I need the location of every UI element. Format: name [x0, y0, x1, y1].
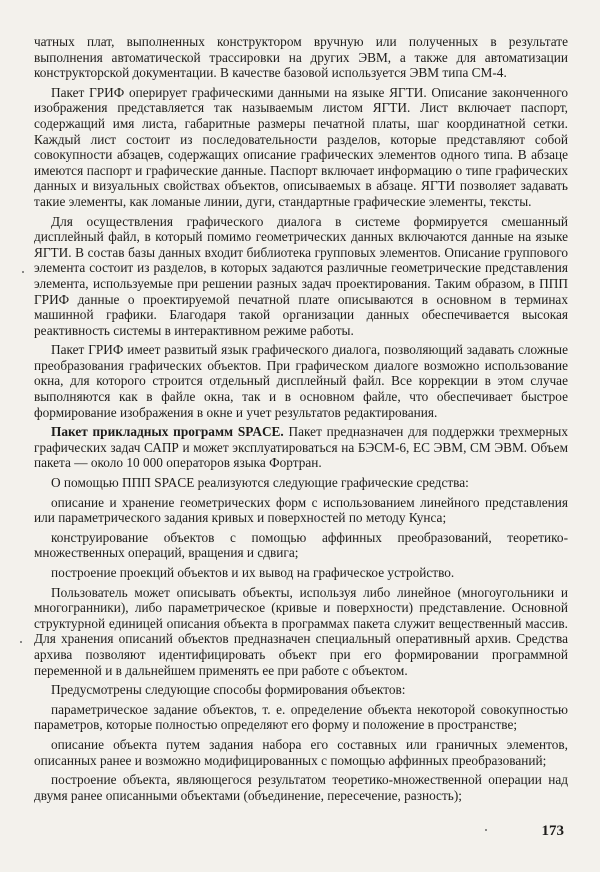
- list-item-5: описание объекта путем задания набора его составных или граничных элементов, описанных ранее и возможно модифицированных с помощью аффинных преобразований;: [34, 736, 568, 768]
- paragraph-2: Пакет ГРИФ оперирует графическими данными на языке ЯГТИ. Описание законченного изображения представляется так называемым листом ЯГТИ. Лист включает паспорт, содержащий имя листа, габаритные размеры печатной платы, шаг координатной сетки. Каждый лист состоит из последовательности разделов, которые представляют собой совокупности абзацев, содержащих описание графических элементов одного типа. В абзаце имеются паспорт и графические данные. Паспорт включает информацию о типе графических данных и визуальных свойствах объектов, описываемых в абзаце. ЯГТИ позволяет задавать такие элементы, как ломаные линии, дуги, стандартные графические элементы, тексты.: [34, 84, 568, 209]
- body-text: [34, 34, 568, 803]
- list-item-4: параметрическое задание объектов, т. е. определение объекта некоторой совокупностью параметров, которые полностью определяют его форму и положение в пространстве;: [34, 701, 568, 733]
- scan-speck: [22, 271, 24, 273]
- paragraph-8: Предусмотрены следующие способы формирования объектов:: [51, 682, 406, 698]
- list-item-2: конструирование объектов с помощью аффинных преобразований, теоретико-множественных операций, вращения и сдвига;: [34, 529, 568, 561]
- paragraph-3: Для осуществления графического диалога в системе формируется смешанный дисплейный файл, в который помимо геометрических данных включаются данные на языке ЯГТИ. В состав базы данных входит библиотека групповых элементов. Описание группового элемента состоит из разделов, в которых задаются различные геометрические представления элемента, используемые при решении разных задач проектирования. Таким образом, в ППП ГРИФ данные о проектируемой печатной плате описываются в основном в терминах машинной графики. Благодаря такой организации данных обеспечивается высокая реактивность системы в интерактивном режиме работы.: [34, 213, 568, 338]
- scan-speck: [485, 829, 487, 831]
- paragraph-5-body: Пакет предназначен для поддержки трехмерных графических задач САПР и может эксплуатироваться на БЭСМ-6, ЕС ЭВМ, СМ ЭВМ. Объем пакета — около 10 000 операторов языка Фортран.: [34, 424, 569, 471]
- paragraph-1: чатных плат, выполненных конструктором вручную или полученных в результате выполнения автоматической трассировки на других ЭВМ, а также для автоматизации конструкторской документации. В качестве базовой используется ЭВМ типа СМ-4.: [34, 34, 568, 81]
- paragraph-7: Пользователь может описывать объекты, используя либо линейное (многоугольники и многогранники), либо параметрическое (кривые и поверхности) представление. Основной структурной единицей описания объекта в программах пакета служит вещественный массив. Для хранения описаний объектов предназначен специальный оперативный архив. Средства архива позволяют идентифицировать объект при его формировании программной переменной и в дальнейшем применять ее при работе с объектом.: [34, 584, 568, 678]
- section-heading-space: Пакет прикладных программ SPACE.: [51, 424, 284, 440]
- list-item-3: построение проекций объектов и их вывод на графическое устройство.: [51, 565, 455, 580]
- scan-speck: [20, 641, 22, 643]
- list-item-6: построение объекта, являющегося результатом теоретико-множественной операции над двумя ранее описанными объектами (объединение, пересечение, разность);: [34, 772, 568, 803]
- page-number: 173: [541, 823, 564, 839]
- paragraph-4: Пакет ГРИФ имеет развитый язык графического диалога, позволяющий задавать сложные преобразования графических объектов. При графическом диалоге возможно использование окна, для которого строится отдельный дисплейный файл. Все коррекции в этом случае выполняются как в файле окна, так и в основном файле, что обеспечивает быстрое формирование изображения в окне и учет результатов редактирования.: [34, 342, 568, 420]
- paragraph-5: [34, 424, 568, 471]
- paragraph-6: О помощью ППП SPACE реализуются следующие графические средства:: [51, 475, 469, 491]
- list-item-1: описание и хранение геометрических форм с использованием линейного представления или параметрического задания кривых и поверхностей по методу Кунса;: [34, 494, 568, 526]
